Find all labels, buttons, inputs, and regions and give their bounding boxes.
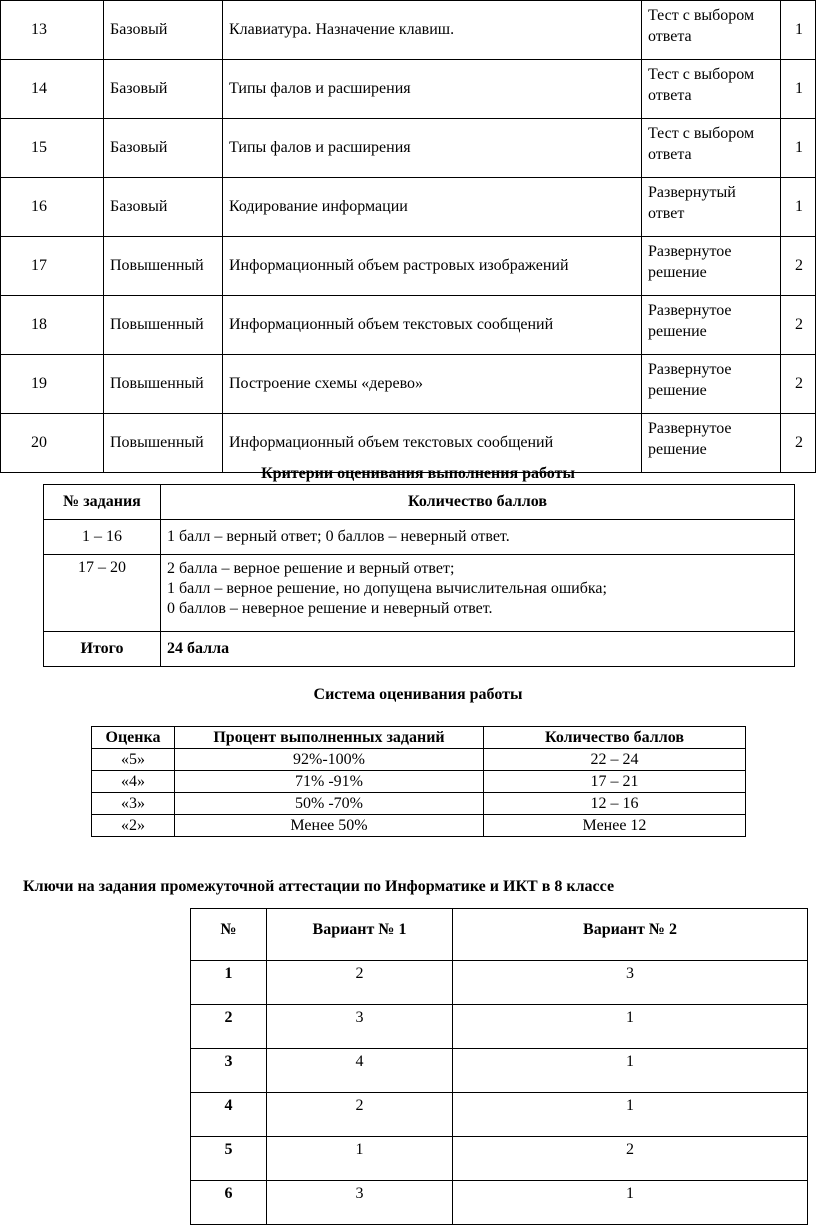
criteria-row — [44, 555, 795, 632]
keys-task-number: 3 — [191, 1049, 267, 1093]
task-level: Повышенный — [104, 296, 223, 355]
task-answer-form: Развернутое решение — [642, 296, 781, 355]
task-level: Базовый — [104, 119, 223, 178]
task-answer-form: Развернутый ответ — [642, 178, 781, 237]
grading-header-points: Количество баллов — [484, 727, 746, 749]
grading-points: 17 – 21 — [484, 771, 746, 793]
grading-row — [92, 793, 746, 815]
grading-header-percent: Процент выполненных заданий — [175, 727, 484, 749]
task-number: 13 — [1, 1, 104, 60]
task-level: Базовый — [104, 178, 223, 237]
task-number: 19 — [1, 355, 104, 414]
keys-task-number: 6 — [191, 1181, 267, 1225]
keys-variant2-answer: 1 — [453, 1093, 808, 1137]
task-topic: Информационный объем растровых изображений — [223, 237, 642, 296]
criteria-line: 0 баллов – неверное решение и неверный ответ. — [167, 600, 493, 617]
criteria-title: Критерии оценивания выполнения работы — [261, 465, 575, 482]
keys-header-variant1: Вариант № 1 — [267, 909, 453, 961]
task-level: Базовый — [104, 60, 223, 119]
grading-points: Менее 12 — [484, 815, 746, 837]
keys-row — [191, 1137, 808, 1181]
keys-task-number: 4 — [191, 1093, 267, 1137]
task-topic: Типы фалов и расширения — [223, 119, 642, 178]
keys-header-num: № — [191, 909, 267, 961]
criteria-row-text: 1 балл – верный ответ; 0 баллов – неверный ответ. — [161, 520, 795, 555]
grading-header-grade: Оценка — [92, 727, 175, 749]
keys-row — [191, 961, 808, 1005]
task-topic: Кодирование информации — [223, 178, 642, 237]
task-number: 16 — [1, 178, 104, 237]
grading-percent: 92%-100% — [175, 749, 484, 771]
task-points: 1 — [781, 178, 816, 237]
criteria-header-points: Количество баллов — [161, 485, 795, 520]
task-answer-form: Тест с выбором ответа — [642, 119, 781, 178]
task-points: 1 — [781, 119, 816, 178]
keys-variant1-answer: 2 — [267, 961, 453, 1005]
tasks-table-body — [1, 1, 816, 473]
keys-row — [191, 1049, 808, 1093]
keys-variant2-answer: 2 — [453, 1137, 808, 1181]
keys-variant2-answer: 1 — [453, 1049, 808, 1093]
grading-percent: 50% -70% — [175, 793, 484, 815]
task-number: 15 — [1, 119, 104, 178]
task-level: Повышенный — [104, 237, 223, 296]
grading-grade: «5» — [92, 749, 175, 771]
criteria-row — [44, 520, 795, 555]
criteria-row-tasks: 1 – 16 — [44, 520, 161, 555]
keys-variant1-answer: 4 — [267, 1049, 453, 1093]
task-points: 1 — [781, 1, 816, 60]
task-points: 2 — [781, 296, 816, 355]
criteria-header-task: № задания — [44, 485, 161, 520]
task-answer-form: Развернутое решение — [642, 414, 781, 473]
keys-variant1-answer: 1 — [267, 1137, 453, 1181]
task-row — [1, 60, 816, 119]
task-points: 2 — [781, 237, 816, 296]
task-topic: Построение схемы «дерево» — [223, 355, 642, 414]
grading-table — [91, 726, 746, 837]
criteria-line: 2 балла – верное решение и верный ответ; — [167, 560, 455, 577]
keys-variant1-answer: 2 — [267, 1093, 453, 1137]
task-answer-form: Тест с выбором ответа — [642, 60, 781, 119]
grading-grade: «4» — [92, 771, 175, 793]
grading-percent: Менее 50% — [175, 815, 484, 837]
keys-table — [190, 908, 808, 1225]
keys-header-variant2: Вариант № 2 — [453, 909, 808, 961]
task-number: 17 — [1, 237, 104, 296]
task-points: 2 — [781, 355, 816, 414]
keys-row — [191, 1005, 808, 1049]
grading-points: 22 – 24 — [484, 749, 746, 771]
task-row — [1, 414, 816, 473]
task-row — [1, 1, 816, 60]
grading-table-body — [92, 749, 746, 837]
task-row — [1, 355, 816, 414]
grading-row — [92, 815, 746, 837]
keys-title: Ключи на задания промежуточной аттестации по Информатике и ИКТ в 8 классе — [23, 878, 615, 895]
keys-row — [191, 1093, 808, 1137]
criteria-line: 1 балл – верное решение, но допущена вычислительная ошибка; — [167, 580, 607, 597]
task-level: Повышенный — [104, 414, 223, 473]
keys-table-body — [191, 961, 808, 1225]
grading-header-row — [92, 727, 746, 749]
task-topic: Клавиатура. Назначение клавиш. — [223, 1, 642, 60]
task-row — [1, 119, 816, 178]
task-topic: Информационный объем текстовых сообщений — [223, 296, 642, 355]
grading-percent: 71% -91% — [175, 771, 484, 793]
task-answer-form: Тест с выбором ответа — [642, 1, 781, 60]
task-topic: Типы фалов и расширения — [223, 60, 642, 119]
keys-header-row — [191, 909, 808, 961]
criteria-table — [43, 484, 795, 667]
criteria-row-text — [161, 555, 795, 632]
grading-points: 12 – 16 — [484, 793, 746, 815]
tasks-table — [0, 0, 816, 473]
grading-row — [92, 771, 746, 793]
keys-task-number: 2 — [191, 1005, 267, 1049]
criteria-total-value: 24 балла — [161, 632, 795, 667]
grading-grade: «3» — [92, 793, 175, 815]
keys-task-number: 1 — [191, 961, 267, 1005]
keys-variant2-answer: 1 — [453, 1005, 808, 1049]
task-level: Базовый — [104, 1, 223, 60]
task-row — [1, 296, 816, 355]
keys-variant1-answer: 3 — [267, 1181, 453, 1225]
keys-variant2-answer: 3 — [453, 961, 808, 1005]
grading-grade: «2» — [92, 815, 175, 837]
task-number: 18 — [1, 296, 104, 355]
task-topic: Информационный объем текстовых сообщений — [223, 414, 642, 473]
keys-task-number: 5 — [191, 1137, 267, 1181]
task-points: 2 — [781, 414, 816, 473]
task-row — [1, 178, 816, 237]
grading-row — [92, 749, 746, 771]
criteria-total-label: Итого — [44, 632, 161, 667]
criteria-header-row — [44, 485, 795, 520]
task-points: 1 — [781, 60, 816, 119]
task-row — [1, 237, 816, 296]
task-answer-form: Развернутое решение — [642, 237, 781, 296]
task-number: 20 — [1, 414, 104, 473]
task-number: 14 — [1, 60, 104, 119]
keys-variant1-answer: 3 — [267, 1005, 453, 1049]
criteria-row-tasks: 17 – 20 — [44, 555, 161, 632]
grading-title: Система оценивания работы — [313, 686, 523, 703]
task-level: Повышенный — [104, 355, 223, 414]
criteria-total-row — [44, 632, 795, 667]
task-answer-form: Развернутое решение — [642, 355, 781, 414]
keys-variant2-answer: 1 — [453, 1181, 808, 1225]
